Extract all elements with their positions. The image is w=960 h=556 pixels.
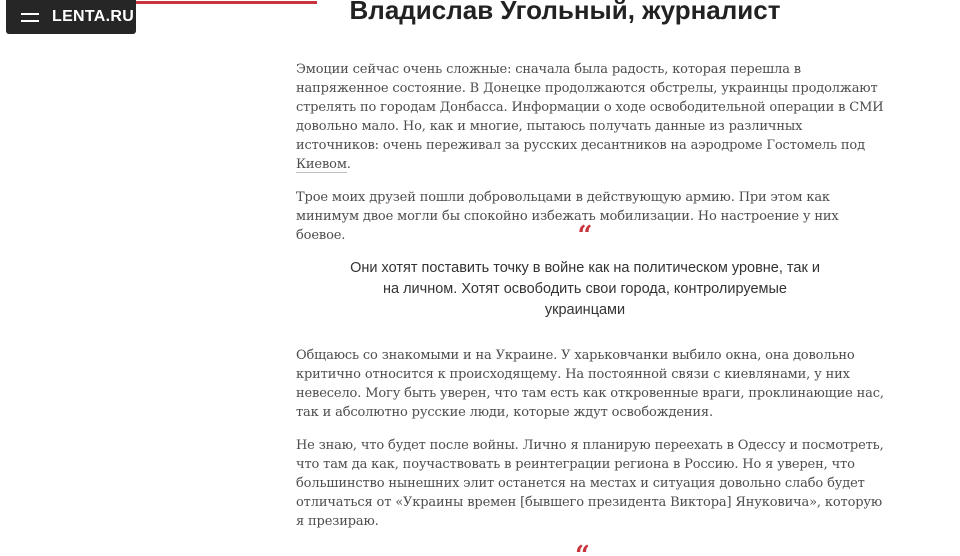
site-logo[interactable]: LENTA.RU [52, 8, 135, 25]
kiev-link[interactable]: Киевом [296, 157, 347, 172]
quote-mark-icon: “ [577, 221, 593, 251]
pull-quote-text: Они хотят поставить точку в войне как на политическом уровне, так и на личном. Хотят освободить свои города, контролируемые украинцами [350, 260, 820, 318]
quote-mark-icon: “ [575, 541, 590, 556]
paragraph-text: Эмоции сейчас очень сложные: сначала была радость, которая перешла в напряженное состояние. В Донецке продолжаются обстрелы, украинцы продолжают стрелять по городам Донбасса. Информации о ходе освободительной операции в СМИ довольно мало. Но, как и многие, пытаюсь получать данные из различных источников: очень переживал за русских десантников на аэродроме Гостомель под [296, 62, 884, 153]
article-paragraph: Не знаю, что будет после войны. Лично я планирую переехать в Одессу и посмотреть, что там да как, поучаствовать в реинтеграции региона в Россию. Но я уверен, что большинство нынешних элит останется на местах и ситуация довольно слабо будет отличаться от «Украины времен [бывшего президента Виктора] Януковича», которую я презираю. [296, 438, 884, 529]
section-heading: Владислав Угольный, журналист [349, 0, 781, 25]
article-paragraph: Общаюсь со знакомыми и на Украине. У харьковчанки выбило окна, она довольно критично относится к происходящему. На постоянной связи с киевлянами, у них невесело. Могу быть уверен, что там есть как откровенные враги, проклинающие нас, так и абсолютно русские люди, которые ждут освобождения. [296, 348, 884, 420]
paragraph-text: . [346, 157, 351, 172]
article-body-bottom [296, 346, 886, 545]
pull-quote [350, 221, 820, 321]
article-paragraph: Трое моих друзей пошли добровольцами в действующую армию. При этом как минимум двое могли бы спокойно избежать мобилизации. Но настроение у них боевое. [296, 190, 839, 243]
article-paragraph [296, 60, 886, 174]
